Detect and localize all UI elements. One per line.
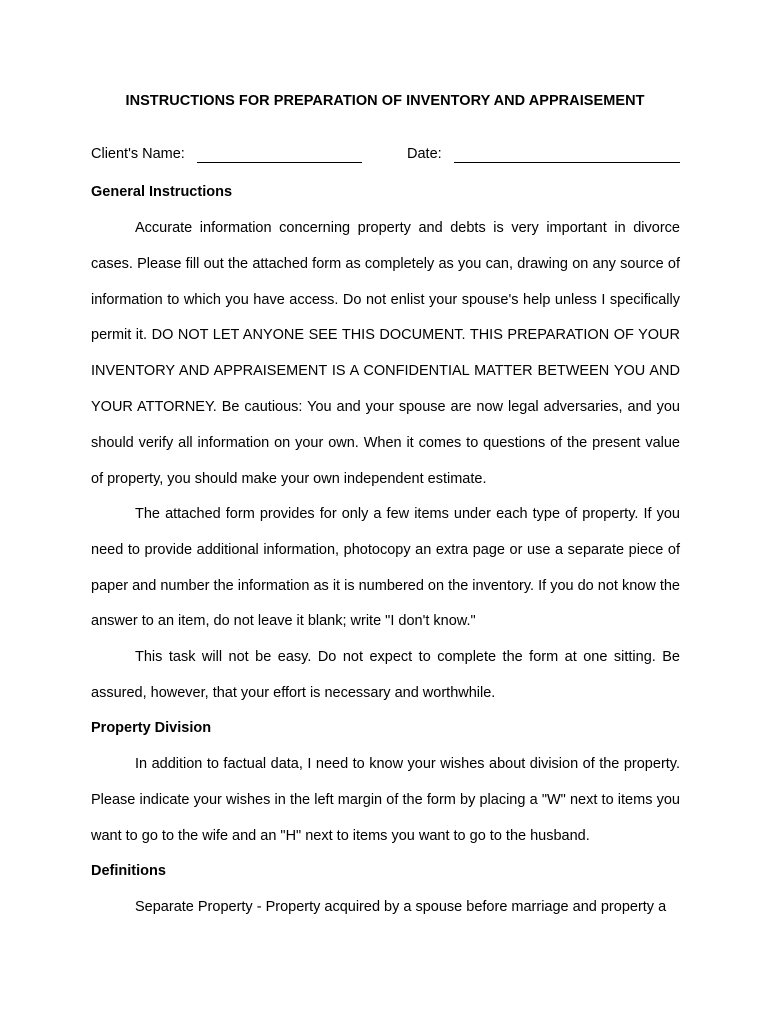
general-paragraph-1: Accurate information concerning property and debts is very important in divorce cases. Please fill out the attached form as completely as you can, drawing on any source of information to which you have access. Do not enlist your spouse's help unless I specifically permit it. DO NOT LET ANYONE SEE THIS DOCUMENT. THIS PREPARATION OF YOUR INVENTORY AND APPRAISEMENT IS A CONFIDENTIAL MATTER BETWEEN YOU AND YOUR ATTORNEY. Be cautious: You and your spouse are now legal adversaries, and you should verify all information on your own. When it comes to questions of the present value of property, you should make your own independent estimate.	[91, 220, 680, 487]
date-field[interactable]	[454, 162, 680, 163]
client-name-label: Client's Name:	[91, 146, 185, 162]
definitions-heading: Definitions	[91, 863, 166, 879]
client-name-field[interactable]	[197, 162, 362, 163]
date-label: Date:	[407, 146, 442, 162]
general-paragraph-2: The attached form provides for only a few items under each type of property. If you need to provide additional information, photocopy an extra page or use a separate piece of paper and number the information as it is numbered on the inventory. If you do not know the answer to an item, do not leave it blank; write "I don't know."	[91, 506, 680, 630]
property-division-heading: Property Division	[91, 720, 212, 736]
client-info-row	[0, 146, 770, 166]
document-title: INSTRUCTIONS FOR PREPARATION OF INVENTORY AND APPRAISEMENT	[125, 93, 645, 109]
definitions-paragraph: Separate Property - Property acquired by a spouse before marriage and property a	[135, 899, 667, 915]
general-paragraph-3: This task will not be easy. Do not expect to complete the form at one sitting. Be assured, however, that your effort is necessary and worthwhile.	[91, 649, 680, 701]
general-instructions-heading: General Instructions	[91, 184, 233, 200]
property-division-paragraph: In addition to factual data, I need to know your wishes about division of the property. Please indicate your wishes in the left margin of the form by placing a "W" next to items you want to go to the wife and an "H" next to items you want to go to the husband.	[91, 756, 680, 844]
